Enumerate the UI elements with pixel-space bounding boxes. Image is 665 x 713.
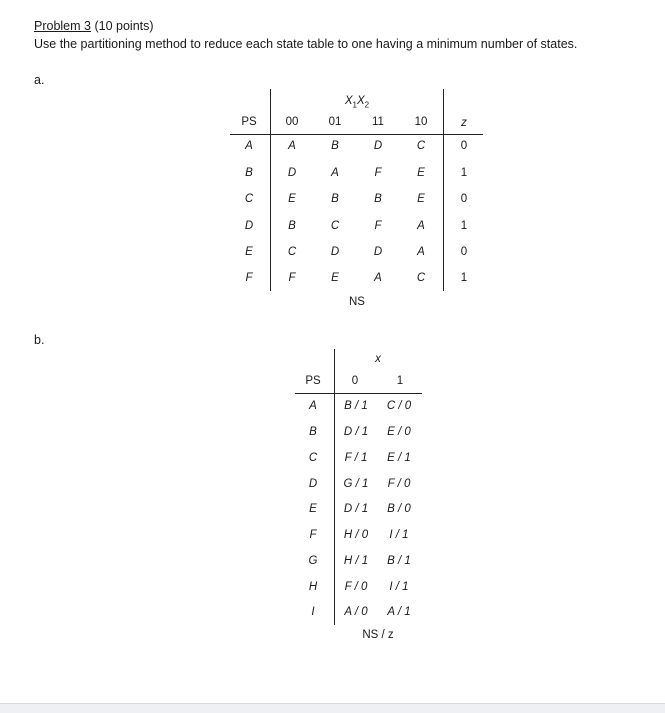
output-cell: 1 [460,272,468,284]
next-state-output-cell: F / 1 [344,452,368,464]
input-column-header: 00 [285,116,299,128]
next-state-output-cell: A / 1 [387,606,411,618]
input-variable-header: x [375,353,381,365]
present-state-cell: I [311,606,315,618]
next-state-output-cell: B / 0 [387,503,411,515]
next-state-output-cell: E / 1 [387,452,411,464]
ps-divider [334,349,335,625]
present-state-cell: F [245,272,253,284]
output-cell: 1 [460,167,468,179]
output-divider [443,89,444,291]
problem-instructions: Use the partitioning method to reduce each state table to one having a minimum number of states. [34,37,578,51]
present-state-cell: C [308,452,318,464]
problem-title: Problem 3 [34,19,91,33]
next-state-output-cell: G / 1 [343,478,369,490]
next-state-output-cell: A / 0 [344,606,368,618]
output-cell: 0 [460,140,468,152]
next-state-cell: D [287,167,297,179]
next-state-cell: C [416,272,426,284]
next-state-output-cell: H / 1 [343,555,369,567]
present-state-cell: D [244,220,254,232]
next-state-cell: E [331,272,339,284]
present-state-cell: B [309,426,317,438]
present-state-cell: G [308,555,318,567]
next-state-output-cell: C / 0 [386,400,412,412]
next-state-cell: B [288,220,296,232]
problem-heading [34,19,154,33]
header-rule [230,134,483,135]
next-state-cell: B [331,140,339,152]
next-state-output-cell: B / 1 [344,400,368,412]
input-variables-header: $X_1X_2$ [344,95,370,110]
next-state-cell: F [374,220,382,232]
next-state-output-cell: D / 1 [343,426,369,438]
present-state-cell: A [309,400,317,412]
next-state-cell: B [331,193,339,205]
next-state-cell: E [288,193,296,205]
input-column-header: 0 [351,375,359,387]
next-state-cell: A [331,167,339,179]
input-column-header: 10 [414,116,428,128]
next-state-output-cell: E / 0 [387,426,411,438]
input-column-header: 01 [328,116,342,128]
next-state-output-cell: B / 1 [387,555,411,567]
next-state-cell: D [330,246,340,258]
next-state-cell: D [373,140,383,152]
ps-header: PS [305,375,321,387]
header-rule [295,393,422,394]
ps-header: PS [241,116,257,128]
next-state-cell: C [287,246,297,258]
next-state-cell: F [374,167,382,179]
next-state-cell: F [288,272,296,284]
next-state-cell: A [374,272,382,284]
output-cell: 0 [460,246,468,258]
next-state-output-cell: I / 1 [389,529,409,541]
present-state-cell: D [308,478,318,490]
present-state-cell: B [245,167,253,179]
present-state-cell: C [244,193,254,205]
ps-divider [270,89,271,291]
present-state-cell: A [245,140,253,152]
part-a-label: a. [34,73,45,87]
output-header: z [461,117,467,129]
problem-points: (10 points) [94,19,154,33]
next-state-output-cell: I / 1 [389,581,409,593]
next-state-output-cell: H / 0 [343,529,369,541]
ns-z-footer: NS / z [362,629,394,641]
next-state-cell: E [417,167,425,179]
input-column-header: 11 [372,116,384,128]
present-state-cell: E [309,503,317,515]
next-state-cell: E [417,193,425,205]
output-cell: 0 [460,193,468,205]
present-state-cell: F [309,529,317,541]
next-state-output-cell: F / 0 [387,478,411,490]
next-state-cell: B [374,193,382,205]
next-state-cell: A [288,140,296,152]
present-state-cell: E [245,246,253,258]
next-state-cell: A [417,246,425,258]
next-state-cell: A [417,220,425,232]
next-state-cell: D [373,246,383,258]
next-state-output-cell: D / 1 [343,503,369,515]
next-state-output-cell: F / 0 [344,581,368,593]
ns-footer: NS [349,296,365,308]
next-state-cell: C [330,220,340,232]
part-b-label: b. [34,333,45,347]
present-state-cell: H [308,581,318,593]
next-state-cell: C [416,140,426,152]
output-cell: 1 [460,220,468,232]
input-column-header: 1 [396,375,404,387]
